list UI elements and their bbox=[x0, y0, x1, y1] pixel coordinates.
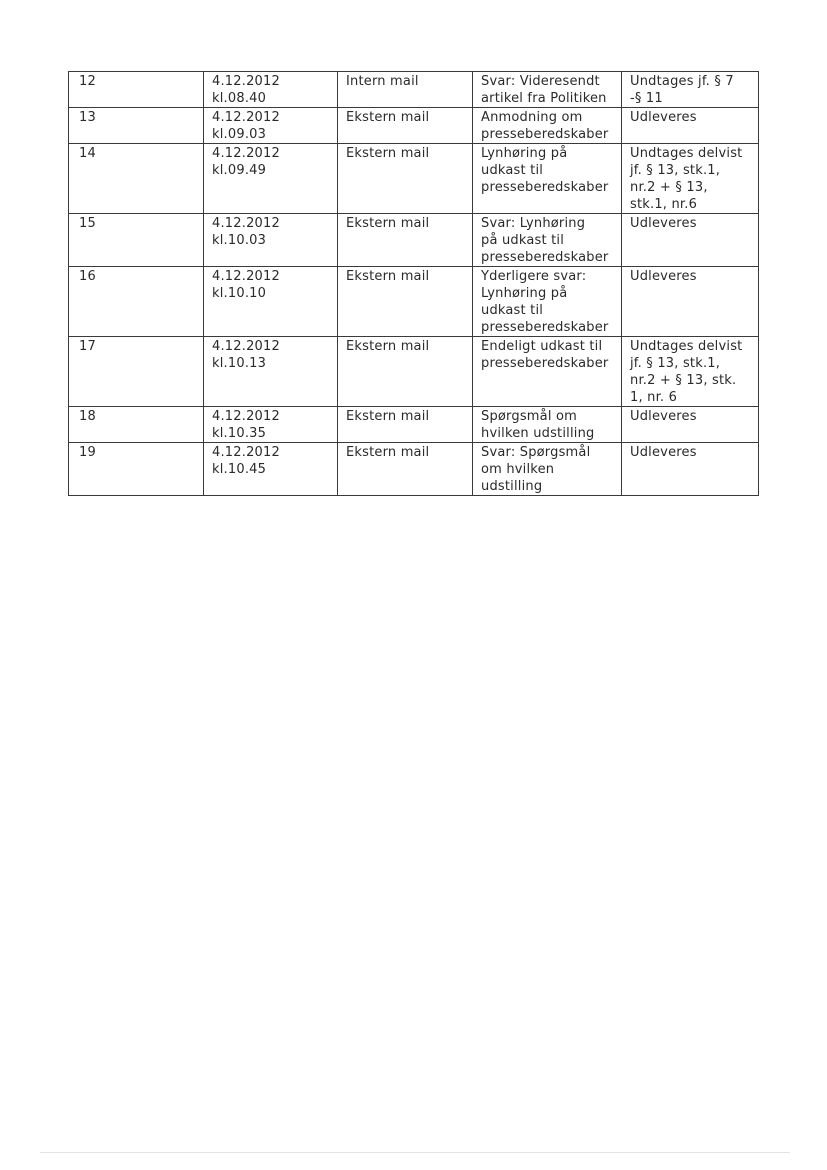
decision-cell: Undtages delvist jf. § 13, stk.1, nr.2 + § 13, stk.1, nr.6 bbox=[622, 144, 759, 214]
date-time-cell: 4.12.2012 kl.09.03 bbox=[204, 108, 338, 144]
mail-type-cell: Intern mail bbox=[338, 72, 473, 108]
subject-cell: Endeligt udkast til presseberedskaber bbox=[473, 337, 622, 407]
table-row bbox=[69, 108, 759, 144]
subject-cell: Yderligere svar: Lynhøring på udkast til presseberedskaber bbox=[473, 267, 622, 337]
date-time-cell: 4.12.2012 kl.09.49 bbox=[204, 144, 338, 214]
subject-cell: Svar: Videresendt artikel fra Politiken bbox=[473, 72, 622, 108]
subject-cell: Anmodning om presseberedskaber bbox=[473, 108, 622, 144]
decision-cell: Undtages jf. § 7 -§ 11 bbox=[622, 72, 759, 108]
table-row bbox=[69, 144, 759, 214]
date-time-cell: 4.12.2012 kl.10.10 bbox=[204, 267, 338, 337]
subject-cell: Svar: Spørgsmål om hvilken udstilling bbox=[473, 443, 622, 496]
table-row bbox=[69, 407, 759, 443]
table-row bbox=[69, 337, 759, 407]
subject-cell: Svar: Lynhøring på udkast til presseberedskaber bbox=[473, 214, 622, 267]
subject-cell: Lynhøring på udkast til presseberedskaber bbox=[473, 144, 622, 214]
date-time-cell: 4.12.2012 kl.10.45 bbox=[204, 443, 338, 496]
doc-number-cell: 13 bbox=[69, 108, 204, 144]
doc-number-cell: 12 bbox=[69, 72, 204, 108]
mail-type-cell: Ekstern mail bbox=[338, 267, 473, 337]
decision-cell: Udleveres bbox=[622, 443, 759, 496]
doc-number-cell: 19 bbox=[69, 443, 204, 496]
doc-number-cell: 14 bbox=[69, 144, 204, 214]
date-time-cell: 4.12.2012 kl.10.35 bbox=[204, 407, 338, 443]
doc-number-cell: 17 bbox=[69, 337, 204, 407]
subject-cell: Spørgsmål om hvilken udstilling bbox=[473, 407, 622, 443]
mail-type-cell: Ekstern mail bbox=[338, 214, 473, 267]
mail-type-cell: Ekstern mail bbox=[338, 144, 473, 214]
doc-number-cell: 16 bbox=[69, 267, 204, 337]
decision-cell: Udleveres bbox=[622, 214, 759, 267]
mail-type-cell: Ekstern mail bbox=[338, 108, 473, 144]
date-time-cell: 4.12.2012 kl.10.03 bbox=[204, 214, 338, 267]
document-log-table bbox=[68, 71, 759, 496]
date-time-cell: 4.12.2012 kl.08.40 bbox=[204, 72, 338, 108]
table-row bbox=[69, 214, 759, 267]
mail-type-cell: Ekstern mail bbox=[338, 443, 473, 496]
mail-type-cell: Ekstern mail bbox=[338, 407, 473, 443]
table-row bbox=[69, 72, 759, 108]
decision-cell: Undtages delvist jf. § 13, stk.1, nr.2 + § 13, stk. 1, nr. 6 bbox=[622, 337, 759, 407]
doc-number-cell: 15 bbox=[69, 214, 204, 267]
decision-cell: Udleveres bbox=[622, 108, 759, 144]
table-row bbox=[69, 443, 759, 496]
decision-cell: Udleveres bbox=[622, 267, 759, 337]
date-time-cell: 4.12.2012 kl.10.13 bbox=[204, 337, 338, 407]
table-row bbox=[69, 267, 759, 337]
scan-edge-divider bbox=[40, 1152, 790, 1153]
decision-cell: Udleveres bbox=[622, 407, 759, 443]
mail-type-cell: Ekstern mail bbox=[338, 337, 473, 407]
doc-number-cell: 18 bbox=[69, 407, 204, 443]
